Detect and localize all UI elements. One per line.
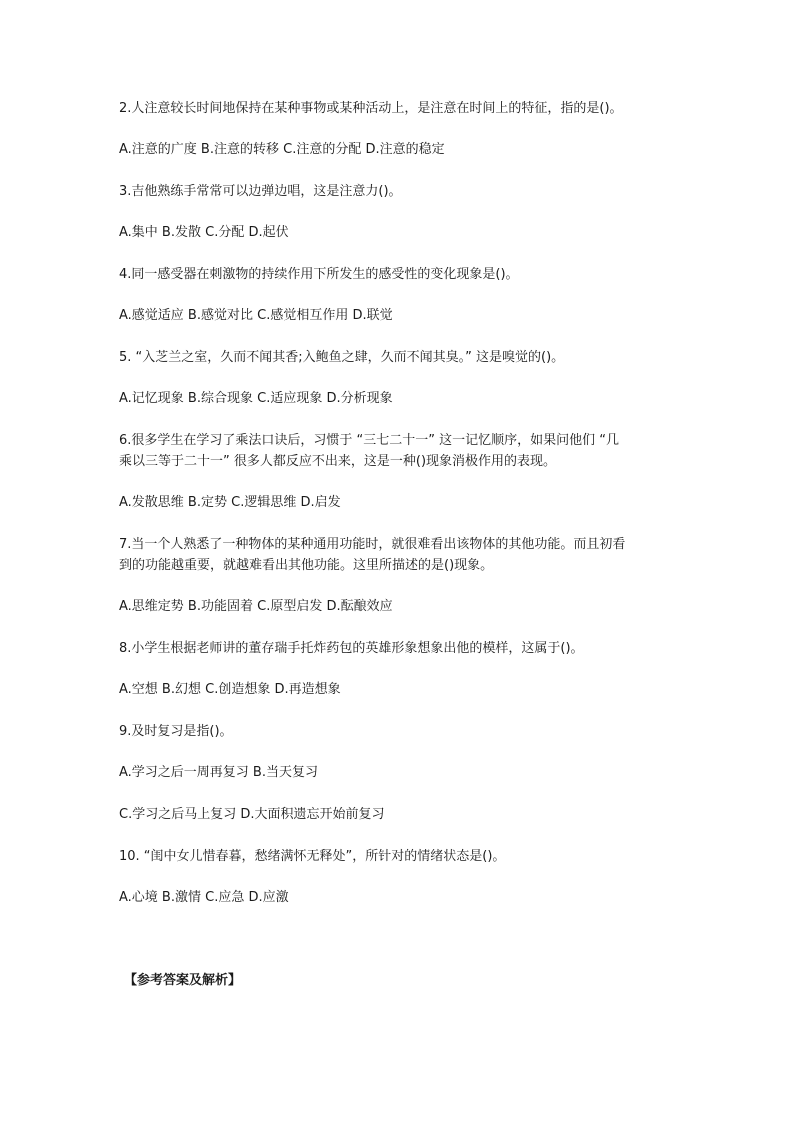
question-7-stem-line-1: 7.当一个人熟悉了一种物体的某种通用功能时，就很难看出该物体的其他功能。而且初看	[119, 537, 626, 552]
question-2-stem: 2.人注意较长时间地保持在某种事物或某种活动上，是注意在时间上的特征，指的是()。	[119, 101, 623, 116]
question-9-stem: 9.及时复习是指()。	[119, 724, 233, 739]
question-4-stem: 4.同一感受器在刺激物的持续作用下所发生的感受性的变化现象是()。	[119, 267, 519, 282]
question-6-stem-line-1: 6.很多学生在学习了乘法口诀后，习惯于 “三七二十一” 这一记忆顺序，如果问他们 “几	[119, 433, 620, 448]
question-7-options: A.思维定势 B.功能固着 C.原型启发 D.酝酿效应	[119, 599, 393, 614]
question-6-stem-line-2: 乘以三等于二十一” 很多人都反应不出来，这是一种()现象消极作用的表现。	[119, 454, 557, 469]
question-10-stem: 10. “闺中女儿惜春暮，愁绪满怀无释处”，所针对的情绪状态是()。	[119, 849, 506, 864]
question-3-options: A.集中 B.发散 C.分配 D.起伏	[119, 225, 289, 240]
question-6-options: A.发散思维 B.定势 C.逻辑思维 D.启发	[119, 495, 341, 510]
question-5-stem: 5. “入芝兰之室，久而不闻其香;入鲍鱼之肆，久而不闻其臭。” 这是嗅觉的()。	[119, 350, 565, 365]
answer-section-heading: 【参考答案及解析】	[124, 973, 242, 988]
question-9-options-line-1: A.学习之后一周再复习 B.当天复习	[119, 765, 318, 780]
question-9-options-line-2: C.学习之后马上复习 D.大面积遗忘开始前复习	[119, 807, 385, 822]
question-8-stem: 8.小学生根据老师讲的董存瑞手托炸药包的英雄形象想象出他的模样，这属于()。	[119, 641, 584, 656]
question-4-options: A.感觉适应 B.感觉对比 C.感觉相互作用 D.联觉	[119, 308, 393, 323]
question-3-stem: 3.吉他熟练手常常可以边弹边唱，这是注意力()。	[119, 184, 402, 199]
question-10-options: A.心境 B.激情 C.应急 D.应激	[119, 890, 289, 905]
question-2-options: A.注意的广度 B.注意的转移 C.注意的分配 D.注意的稳定	[119, 142, 445, 157]
question-5-options: A.记忆现象 B.综合现象 C.适应现象 D.分析现象	[119, 391, 393, 406]
question-7-stem-line-2: 到的功能越重要，就越难看出其他功能。这里所描述的是()现象。	[119, 558, 494, 573]
question-8-options: A.空想 B.幻想 C.创造想象 D.再造想象	[119, 682, 341, 697]
